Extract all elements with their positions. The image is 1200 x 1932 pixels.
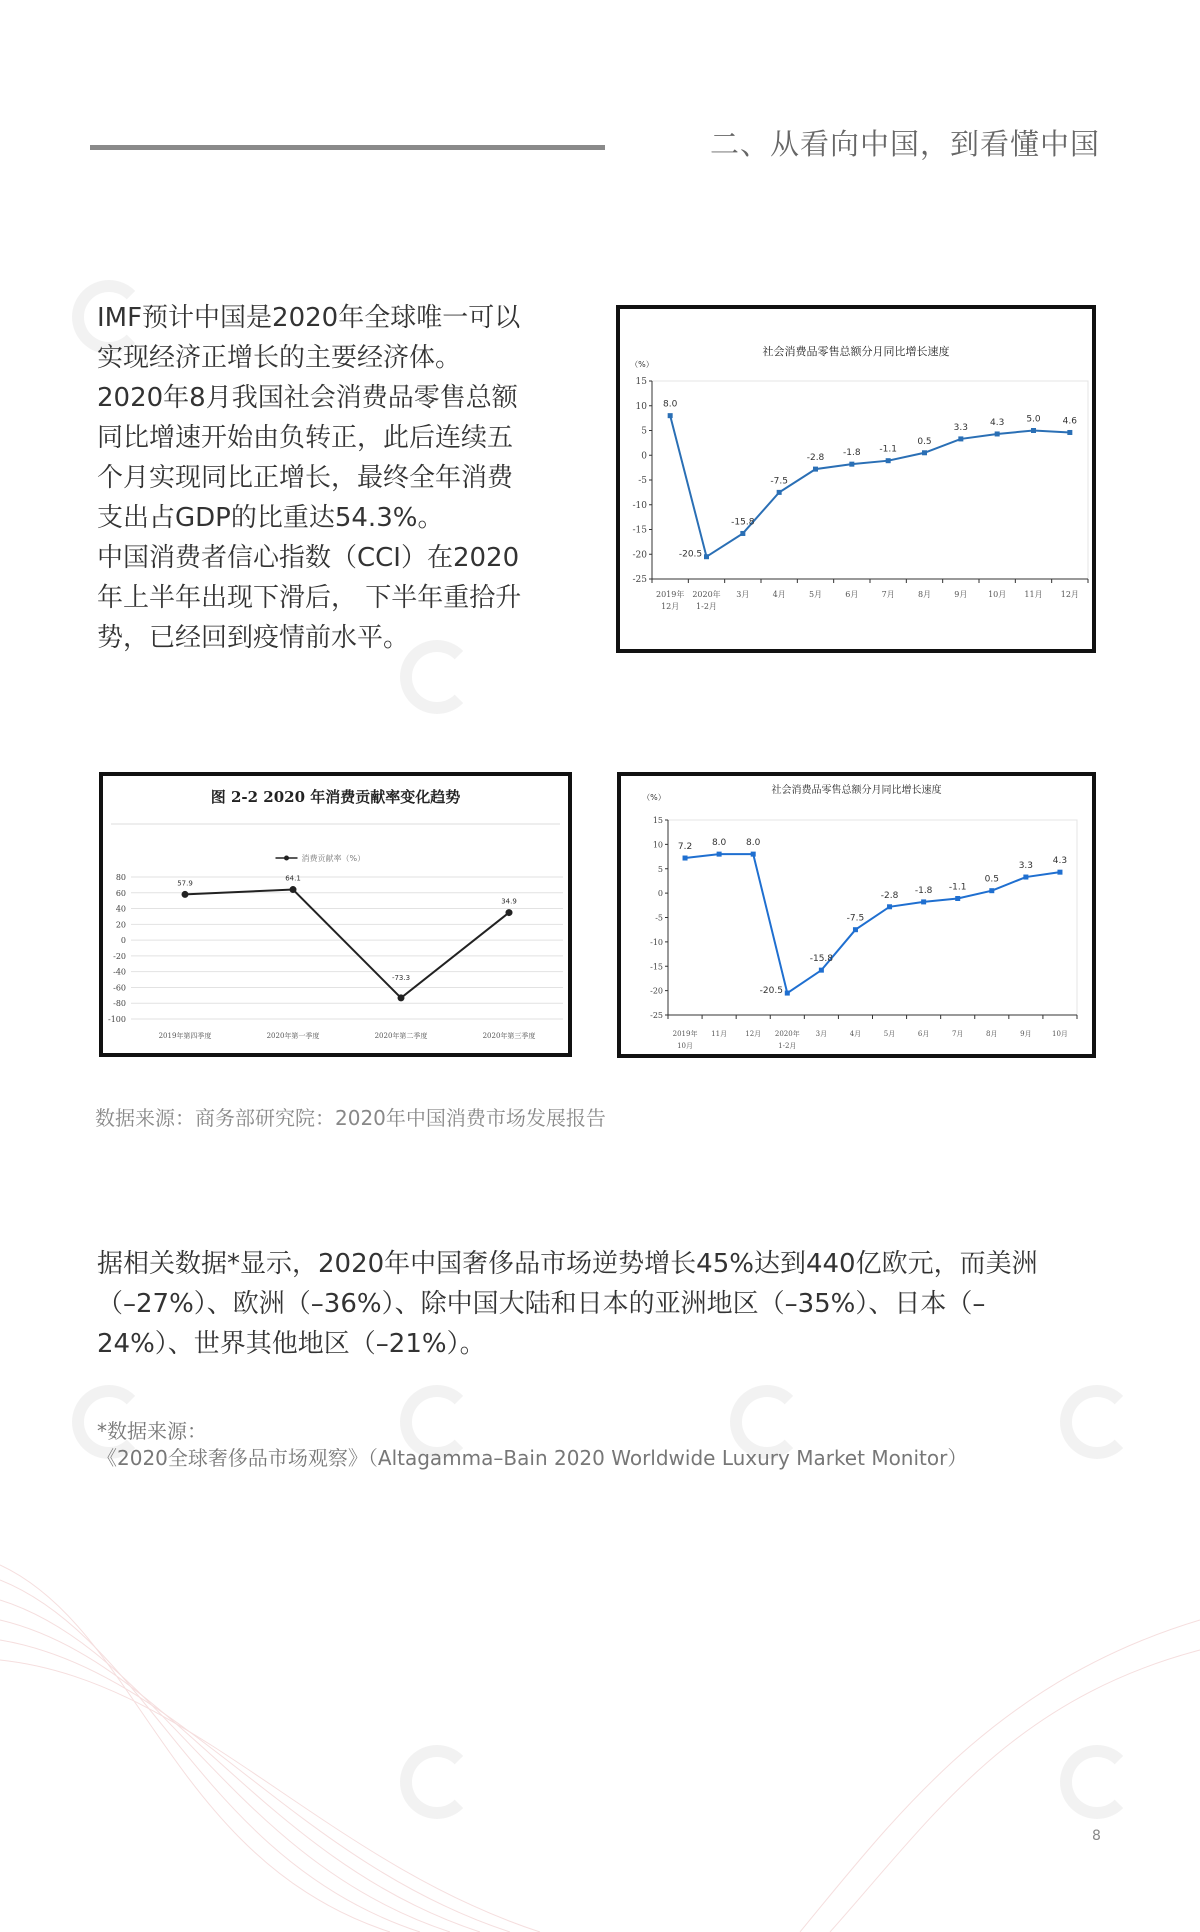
x-tick-label: 3月	[815, 1030, 828, 1038]
data-point	[1031, 428, 1036, 433]
intro-line: 2020年8月我国社会消费品零售总额	[97, 383, 518, 413]
y-tick-label: 0	[641, 451, 647, 462]
page-number: 8	[1092, 1828, 1101, 1844]
x-tick-label: 10月	[677, 1042, 694, 1050]
y-tick-label: 0	[657, 889, 663, 899]
data-point	[922, 450, 927, 455]
watermark-logo	[1060, 1745, 1134, 1819]
x-tick-label: 4月	[772, 590, 786, 599]
luxury-market-paragraph	[97, 1244, 1107, 1364]
section-title: 二、从看向中国，到看懂中国	[709, 127, 1100, 161]
y-tick-label: -80	[113, 999, 126, 1009]
data-label: 64.1	[285, 874, 301, 883]
data-point	[290, 886, 297, 893]
data-label: -15.8	[809, 954, 834, 965]
data-point	[740, 531, 745, 536]
data-point	[785, 991, 790, 996]
x-tick-label: 10月	[988, 590, 1007, 599]
chart-title: 社会消费品零售总额分月同比增长速度	[762, 345, 950, 358]
series-line	[685, 854, 1060, 993]
intro-line: 支出占GDP的比重达54.3%。	[97, 503, 444, 533]
data-label: -7.5	[846, 913, 865, 924]
data-label: 8.0	[711, 838, 727, 849]
x-tick-label: 2019年	[655, 590, 685, 599]
x-tick-label: 2020年	[692, 590, 721, 599]
data-point	[955, 896, 960, 901]
luxury-line: 24%）、世界其他地区（–21%）。	[97, 1329, 486, 1359]
data-point	[506, 909, 513, 916]
x-tick-label: 3月	[736, 590, 750, 599]
data-point	[853, 927, 858, 932]
footnote-label: *数据来源：	[97, 1419, 207, 1443]
data-label: -20.5	[678, 549, 703, 560]
x-tick-label: 7月	[881, 590, 895, 599]
data-label: -2.8	[806, 453, 825, 464]
data-label: 0.5	[917, 436, 932, 447]
x-tick-label: 5月	[808, 590, 823, 599]
data-point	[849, 462, 854, 467]
data-point	[1067, 430, 1072, 435]
data-point	[1023, 875, 1028, 880]
x-tick-label: 9月	[1020, 1030, 1032, 1038]
data-label: 8.0	[663, 399, 678, 410]
y-tick-label: -10	[632, 500, 647, 511]
y-axis-unit-label: （%）	[642, 793, 666, 802]
x-tick-label: 2019年	[672, 1030, 698, 1038]
data-label: 7.2	[677, 842, 693, 853]
x-tick-label: 12月	[661, 602, 680, 611]
intro-line: 势，已经回到疫情前水平。	[97, 623, 410, 653]
x-tick-label: 2019年第四季度	[158, 1032, 212, 1040]
x-tick-label: 1-2月	[696, 602, 717, 611]
y-tick-label: 10	[635, 401, 647, 412]
data-label: 4.3	[990, 417, 1005, 428]
intro-line: 年上半年出现下滑后， 下半年重拾升	[97, 583, 522, 613]
watermark-logo	[400, 1745, 474, 1819]
data-label: 0.5	[984, 874, 999, 885]
data-point	[777, 490, 782, 495]
data-point	[958, 436, 963, 441]
data-label: -73.3	[391, 973, 411, 982]
intro-line: 实现经济正增长的主要经济体。	[97, 343, 462, 373]
data-label: 5.0	[1026, 414, 1041, 425]
data-label: -7.5	[770, 476, 788, 487]
legend-label: 消费贡献率（%）	[301, 854, 366, 863]
data-label: 57.9	[177, 879, 193, 888]
header-divider	[90, 145, 605, 150]
data-point	[751, 852, 756, 857]
x-tick-label: 10月	[1051, 1030, 1068, 1038]
y-tick-label: -10	[650, 937, 663, 947]
x-tick-label: 4月	[849, 1030, 862, 1038]
legend-marker	[284, 856, 289, 861]
retail-sales-growth-chart-2019-2020	[617, 772, 1096, 1058]
x-tick-label: 2020年第三季度	[482, 1032, 536, 1040]
data-label: 3.3	[953, 422, 968, 433]
data-point	[887, 904, 892, 909]
data-point	[995, 431, 1000, 436]
decorative-wave-background	[0, 1560, 1200, 1932]
data-point	[704, 554, 709, 559]
data-label: -20.5	[759, 986, 783, 997]
y-tick-label: -25	[650, 1011, 663, 1020]
y-tick-label: -5	[655, 913, 663, 923]
data-label: -1.1	[879, 444, 897, 455]
x-tick-label: 11月	[1024, 590, 1043, 599]
data-point	[1057, 870, 1062, 875]
y-tick-label: -100	[108, 1015, 126, 1024]
data-source-note: 数据来源：商务部研究院：2020年中国消费市场发展报告	[95, 1106, 606, 1130]
x-tick-label: 9月	[954, 590, 968, 599]
data-label: -2.8	[880, 890, 899, 901]
y-tick-label: 15	[635, 377, 647, 387]
x-tick-label: 8月	[986, 1030, 998, 1038]
y-axis-unit-label: （%）	[630, 360, 654, 369]
x-tick-label: 2020年	[774, 1030, 800, 1038]
chart-title: 社会消费品零售总额分月同比增长速度	[771, 785, 942, 796]
y-tick-label: 15	[652, 816, 663, 825]
chart-title: 图 2-2 2020 年消费贡献率变化趋势	[210, 788, 461, 806]
luxury-line: 据相关数据*显示，2020年中国奢侈品市场逆势增长45%达到440亿欧元，而美洲	[97, 1249, 1038, 1279]
data-point	[683, 856, 688, 861]
intro-paragraph	[97, 298, 567, 658]
intro-line: IMF预计中国是2020年全球唯一可以	[97, 303, 521, 333]
intro-line: 同比增速开始由负转正，此后连续五	[97, 423, 514, 453]
data-point	[813, 467, 818, 472]
data-point	[717, 852, 722, 857]
y-tick-label: -20	[632, 550, 647, 561]
x-tick-label: 11月	[711, 1030, 728, 1038]
data-point	[668, 413, 673, 418]
y-tick-label: -40	[113, 967, 126, 977]
x-tick-label: 1-2月	[778, 1042, 797, 1050]
x-tick-label: 2020年第二季度	[374, 1032, 428, 1040]
y-tick-label: 40	[115, 904, 126, 914]
data-label: -1.8	[843, 448, 861, 459]
x-tick-label: 12月	[745, 1030, 762, 1038]
y-tick-label: 0	[120, 936, 126, 946]
y-tick-label: -5	[638, 476, 647, 486]
data-label: -1.8	[914, 885, 933, 896]
data-label: 4.3	[1052, 856, 1068, 867]
data-point	[182, 891, 189, 898]
data-label: -15.8	[731, 517, 755, 528]
y-tick-label: -20	[113, 951, 126, 961]
y-tick-label: 10	[652, 840, 663, 850]
retail-sales-growth-chart-2020	[616, 305, 1096, 653]
y-tick-label: -60	[113, 983, 126, 993]
footnote	[97, 1418, 967, 1472]
y-tick-label: -15	[650, 962, 663, 972]
data-label: 8.0	[746, 838, 761, 849]
footnote-text: 《2020全球奢侈品市场观察》（Altagamma–Bain 2020 Worldwide Luxury Market Monitor）	[97, 1446, 968, 1470]
data-point	[398, 994, 405, 1001]
x-tick-label: 7月	[951, 1030, 964, 1038]
data-label: 4.6	[1062, 416, 1077, 427]
data-label: 3.3	[1018, 861, 1034, 872]
luxury-line: （–27%）、欧洲（–36%）、除中国大陆和日本的亚洲地区（–35%）、日本（–	[97, 1289, 986, 1319]
intro-line: 中国消费者信心指数（CCI）在2020	[97, 543, 520, 573]
data-point	[886, 458, 891, 463]
y-tick-label: 20	[115, 920, 126, 930]
x-tick-label: 6月	[917, 1030, 930, 1038]
x-tick-label: 12月	[1060, 590, 1079, 599]
watermark-logo	[1060, 1385, 1134, 1459]
data-point	[989, 888, 994, 893]
x-tick-label: 6月	[845, 590, 859, 599]
consumption-contribution-chart	[99, 772, 572, 1057]
x-tick-label: 5月	[883, 1030, 896, 1038]
data-point	[819, 968, 824, 973]
series-line	[185, 890, 509, 998]
series-line	[670, 416, 1070, 557]
y-tick-label: 80	[115, 873, 126, 882]
y-tick-label: 5	[657, 864, 663, 874]
data-label: -1.1	[948, 882, 967, 893]
y-tick-label: 5	[641, 426, 647, 437]
y-tick-label: -25	[632, 575, 647, 585]
data-point	[921, 899, 926, 904]
y-tick-label: 60	[115, 888, 126, 898]
y-tick-label: -15	[632, 525, 647, 536]
x-tick-label: 2020年第一季度	[266, 1032, 320, 1040]
data-label: 34.9	[501, 897, 517, 906]
intro-line: 个月实现同比正增长，最终全年消费	[97, 463, 514, 493]
y-tick-label: -20	[650, 986, 663, 996]
x-tick-label: 8月	[917, 590, 932, 599]
